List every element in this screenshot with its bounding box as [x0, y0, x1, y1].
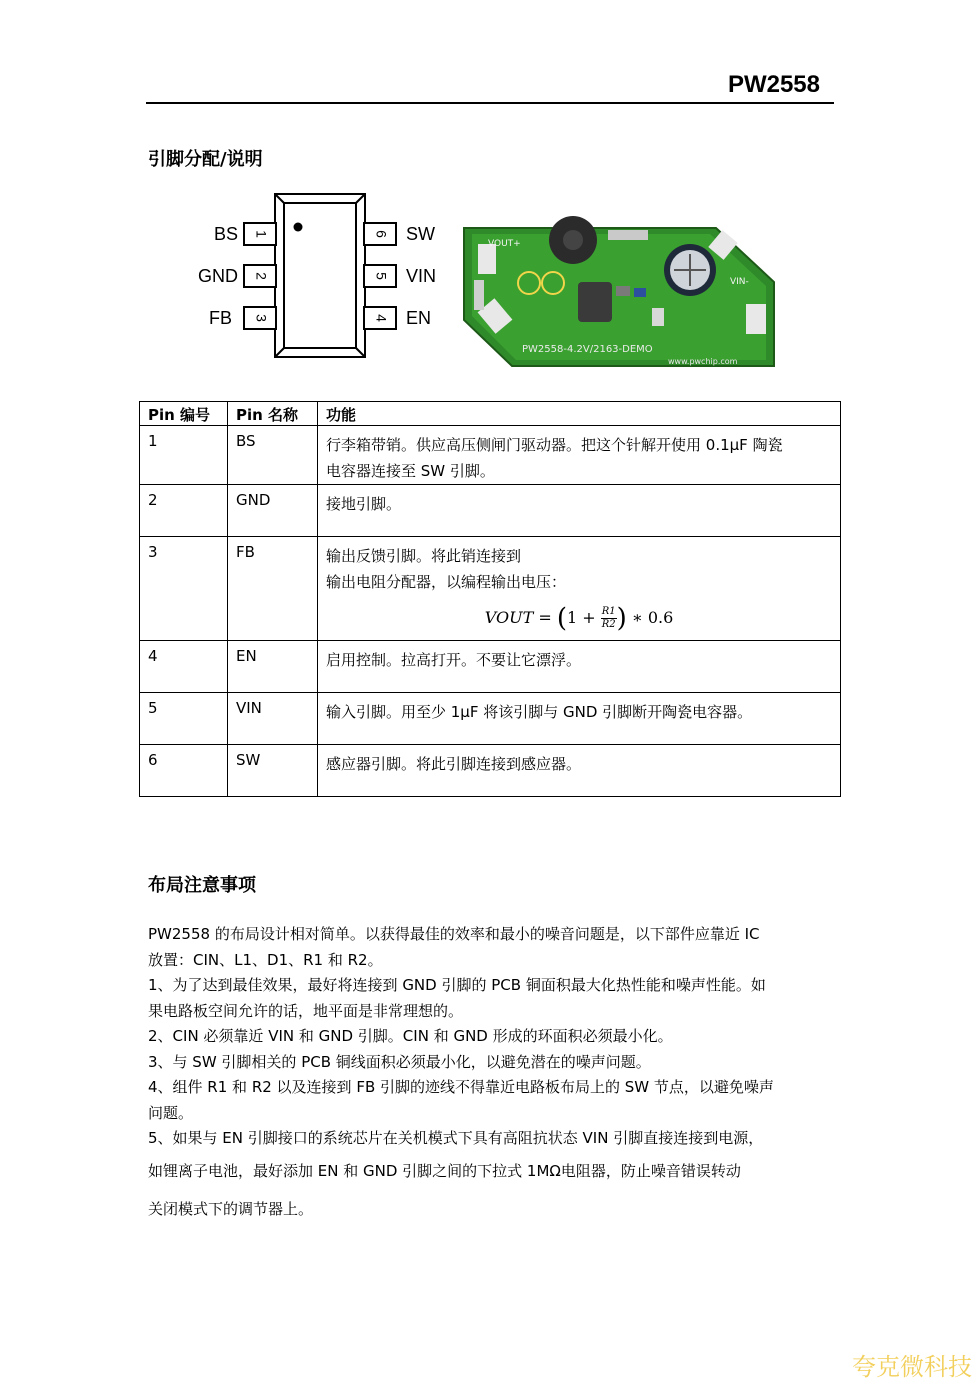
note-line: 2、CIN 必须靠近 VIN 和 GND 引脚。CIN 和 GND 形成的环面积必须最小化。 [148, 1027, 673, 1045]
formula-eq: = [538, 608, 552, 627]
note-line: 5、如果与 EN 引脚接口的系统芯片在关机模式下具有高阻抗状态 VIN 引脚直接连接到电源， [148, 1129, 764, 1147]
cell-pin-number: 1 [140, 426, 228, 485]
cell-pin-name: GND [228, 485, 318, 537]
pin-number-4: 4 [373, 314, 390, 322]
package-outline-svg [190, 190, 450, 365]
pin-function-table [139, 401, 841, 797]
table-row [140, 641, 841, 693]
table-row [140, 693, 841, 745]
pin-label-vin: VIN [406, 266, 437, 286]
cell-pin-number: 6 [140, 745, 228, 797]
function-line: 输出反馈引脚。将此销连接到 [326, 547, 522, 565]
function-line: 输出电阻分配器，以编程输出电压： [326, 573, 567, 591]
pin-number-3: 3 [253, 314, 270, 322]
board-url-text: www.pwchip.com [668, 357, 738, 366]
cell-pin-name: EN [228, 641, 318, 693]
header-divider [146, 102, 834, 104]
cell-pin-name: BS [228, 426, 318, 485]
function-line: 电容器连接至 SW 引脚。 [326, 462, 495, 480]
pin-number-6: 6 [373, 230, 390, 238]
pin-label-fb: FB [208, 308, 232, 328]
note-line: 4、组件 R1 和 R2 以及连接到 FB 引脚的迹线不得靠近电路板布局上的 SW 节点，以避免噪声 [148, 1078, 774, 1096]
table-row [140, 745, 841, 797]
layout-section-heading: 布局注意事项 [148, 875, 256, 896]
formula-tail: ∗ 0.6 [631, 608, 674, 627]
header-pin-name: Pin 名称 [228, 402, 318, 426]
formula-lhs: VOUT [484, 608, 534, 627]
pin-diagram [190, 190, 450, 365]
function-line: 感应器引脚。将此引脚连接到感应器。 [326, 755, 582, 773]
board-label-vout: VOUT+ [488, 239, 521, 249]
cell-pin-number: 2 [140, 485, 228, 537]
layout-notes [148, 922, 838, 1228]
pin-number-1: 1 [253, 230, 270, 238]
watermark: 夸克微科技 [852, 1353, 972, 1381]
function-line: 输入引脚。用至少 1µF 将该引脚与 GND 引脚断开陶瓷电容器。 [326, 703, 753, 721]
cell-pin-number: 3 [140, 537, 228, 641]
document-title: PW2558 [727, 71, 820, 98]
function-line: 接地引脚。 [326, 495, 402, 513]
header-pin-number: Pin 编号 [140, 402, 228, 426]
cell-pin-number: 5 [140, 693, 228, 745]
cell-function [318, 426, 841, 485]
table-header-row [140, 402, 841, 426]
cell-function [318, 693, 841, 745]
pin-label-bs: BS [213, 224, 238, 244]
formula-numerator: R1 [601, 606, 616, 617]
note-line: 如锂离子电池，最好添加 EN 和 GND 引脚之间的下拉式 1MΩ电阻器，防止噪音错误转动 [148, 1161, 741, 1180]
note-line: 问题。 [148, 1103, 194, 1122]
demo-board-photo [458, 210, 776, 370]
note-line: 3、与 SW 引脚相关的 PCB 铜线面积必须最小化，以避免潜在的噪声问题。 [148, 1052, 651, 1071]
table-row [140, 485, 841, 537]
header-function: 功能 [318, 402, 841, 426]
function-line: 行李箱带销。供应高压侧闸门驱动器。把这个针解开使用 0.1µF 陶瓷 [326, 436, 783, 454]
cell-function [318, 537, 841, 641]
cell-function [318, 745, 841, 797]
pin-section-heading: 引脚分配/说明 [148, 149, 263, 170]
cell-pin-number: 4 [140, 641, 228, 693]
vout-formula: VOUT = (1 + $\frac{R1}{R2}$ ) ∗ 0.6 [484, 603, 674, 634]
cell-function [318, 641, 841, 693]
note-line: 关闭模式下的调节器上。 [148, 1199, 314, 1218]
formula-one: 1 + [566, 608, 596, 627]
pin-label-gnd: GND [198, 266, 238, 286]
pin-label-sw: SW [406, 224, 435, 244]
table-row [140, 426, 841, 485]
cell-pin-name: VIN [228, 693, 318, 745]
formula-fraction [601, 606, 617, 631]
note-line: 1、为了达到最佳效果，最好将连接到 GND 引脚的 PCB 铜面积最大化热性能和噪声性能。如 [148, 976, 766, 994]
pin-number-2: 2 [253, 272, 270, 280]
note-line: PW2558 的布局设计相对简单。以获得最佳的效率和最小的噪音问题是，以下部件应靠近 IC [148, 925, 760, 943]
pin-label-en: EN [406, 308, 432, 328]
function-line: 启用控制。拉高打开。不要让它漂浮。 [326, 651, 582, 669]
board-label-vin: VIN- [730, 277, 749, 287]
pin-number-5: 5 [373, 272, 390, 280]
note-line: 放置：CIN、L1、D1、R1 和 R2。 [148, 950, 383, 969]
note-line: 果电路板空间允许的话，地平面是非常理想的。 [148, 1001, 464, 1020]
cell-pin-name: FB [228, 537, 318, 641]
pin1-marker-dot [294, 223, 303, 232]
table-row [140, 537, 841, 641]
cell-function [318, 485, 841, 537]
board-silk-text: PW2558-4.2V/2163-DEMO [522, 344, 653, 355]
formula-denominator: R2 [601, 619, 616, 630]
cell-pin-name: SW [228, 745, 318, 797]
